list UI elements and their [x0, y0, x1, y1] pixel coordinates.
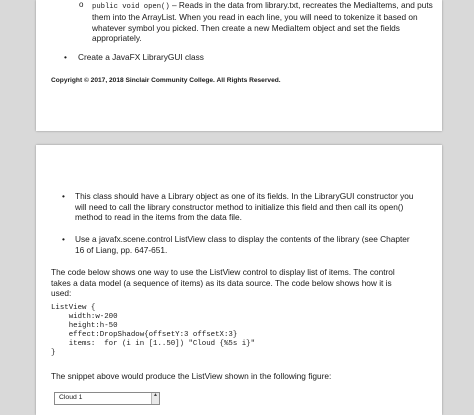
- scroll-up-arrow-icon: ▲: [153, 392, 158, 398]
- bullet-library-field: [62, 191, 421, 223]
- open-method-code: public void open(): [92, 3, 170, 11]
- listview-cell: Cloud 1: [59, 394, 83, 401]
- open-method-description: – Reads in the data from library.txt, recreates the MediaItems, and puts them into the ArrayList. When you read in each line, you will need to tokenize it based on whatever symbol you picked. Then create a new MediaItem object and set the fields appropriately.: [92, 0, 433, 44]
- document-page-1: [36, 0, 442, 131]
- listview-code-snippet: ListView { width:w-200 height:h-50 effect:DropShadow{offsetY:3 offsetX:3} items: for (i in [1..50]) "Cloud {%5s i}" }: [51, 304, 256, 358]
- hollow-bullet-icon: o: [79, 0, 84, 9]
- bullet-icon: •: [62, 234, 65, 244]
- bullet-icon: •: [62, 191, 65, 201]
- bullet-text: Create a JavaFX LibraryGUI class: [78, 52, 204, 62]
- listview-intro-paragraph: The code below shows one way to use the ListView control to display list of items. The control takes a data model (a sequence of items) as its data source. The code below shows how it is used:: [51, 267, 395, 299]
- sub-bullet-open-method: [79, 0, 434, 44]
- document-page-2: [36, 145, 442, 415]
- bullet-listview-class: [62, 234, 421, 255]
- bullet-icon: •: [64, 52, 67, 62]
- bullet-text: This class should have a Library object as one of its fields. In the LibraryGUI constructor you will need to call the library constructor method to initialize this field and then call its open() method to read in the items from the data file.: [75, 191, 414, 223]
- bullet-text: Use a javafx.scene.control ListView class to display the contents of the library (see Chapter 16 of Liang, pp. 647-651.: [75, 234, 410, 255]
- bullet-create-librarygui: [64, 52, 204, 62]
- copyright-footer: Copyright © 2017, 2018 Sinclair Community College. All Rights Reserved.: [51, 77, 281, 84]
- listview-scrollbar: [151, 393, 159, 404]
- listview-figure: [54, 392, 160, 405]
- snippet-result-paragraph: The snippet above would produce the ListView shown in the following figure:: [51, 371, 332, 381]
